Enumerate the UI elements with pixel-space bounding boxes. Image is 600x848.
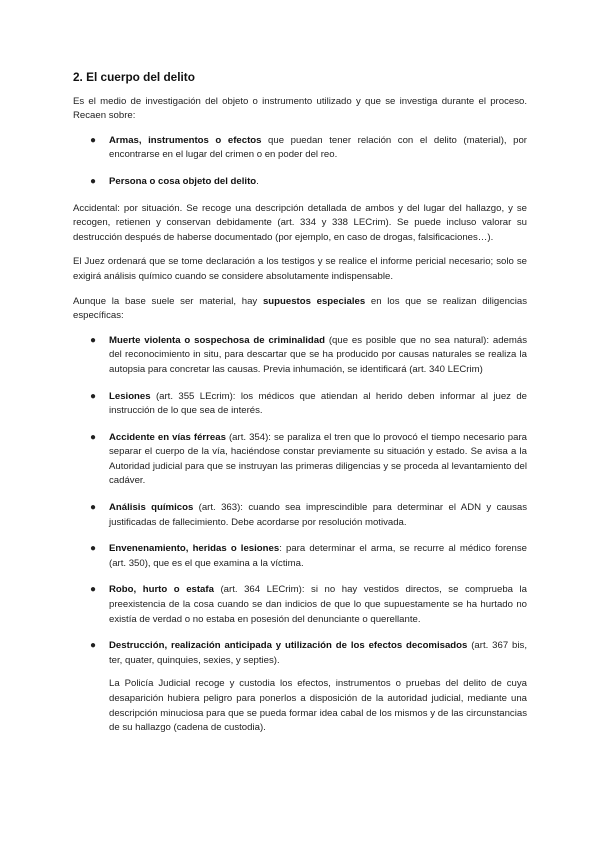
section-heading: 2. El cuerpo del delito [73, 70, 195, 84]
list-item: ● Destrucción, realización anticipada y utilización de los efectos decomisados (art. 367 bis, ter, quater, quinquies, sexies, y septies). La Policía Judicial recoge y custodia los efectos, instrumentos o pruebas del delito de cuya desaparición hubiera peligro para ponerlos a disposición de la autoridad judicial, mediante una descripción minuciosa para que se pueda formar idea cabal de los mismos y de las circunstancias de su hallazgo (cadena de custodia). [73, 639, 527, 736]
special-cases-list [73, 334, 527, 736]
list-item: ● Accidente en vías férreas (art. 354): se paraliza el tren que lo provocó el tiempo necesario para separar el cuerpo de la vía, haciéndose constar previamente su situación y estado. Se avisa a la Autoridad judicial para que se instruyan las primeras diligencias y se proceda al levantamiento del cadáver. [90, 431, 527, 487]
list-item: ● Envenenamiento, heridas o lesiones: para determinar el arma, se recurre al médico forense (art. 350), que es el que examina a la víctima. [90, 543, 527, 569]
list-item: ● Persona o cosa objeto del delito. [73, 175, 527, 190]
document-page [73, 70, 527, 748]
list-item: ● Muerte violenta o sospechosa de criminalidad (que es posible que no sea natural): además del reconocimiento in situ, para descartar que se ha producido por causas naturales se realiza la autopsia para concretar las causas. Previa inhumación, se identificará (art. 340 LECrim) [90, 334, 527, 375]
accidental-paragraph: Accidental: por situación. Se recoge una descripción detallada de ambos y del lugar del hallazgo, y se recogen, retienen y conservan debidamente (art. 334 y 338 LECrim). Se puede incluso valorar su destrucción después de haberse documentado (por ejemplo, en caso de drogas, falsificaciones…). [73, 202, 527, 243]
bullet-icon: ● [90, 431, 97, 443]
bullet-icon: ● [90, 390, 97, 402]
bullet-icon: ● [90, 543, 97, 555]
bullet-icon: ● [90, 175, 97, 187]
list-item: ● Armas, instrumentos o efectos que puedan tener relación con el delito (material), por encontrarse en el lugar del crimen o en poder del reo. [90, 134, 527, 161]
bullet-icon: ● [90, 584, 97, 596]
bullet-icon: ● [90, 134, 97, 146]
bullet-icon: ● [90, 640, 97, 652]
intro-paragraph: Es el medio de investigación del objeto o instrumento utilizado y que se investiga durante el proceso. Recaen sobre: [73, 95, 527, 122]
list-item: ● Robo, hurto o estafa (art. 364 LECrim): si no hay vestidos directos, se comprueba la preexistencia de la cosa cuando se dan indicios de que lo que supuestamente se ha hurtado no existía de verdad o no estaba en posesión del denunciante o querellante. [90, 584, 528, 625]
bullet-icon: ● [90, 502, 97, 514]
list-item: ● Análisis químicos (art. 363): cuando sea imprescindible para determinar el ADN y causas justificadas de fallecimiento. Debe acordarse por resolución motivada. [90, 502, 527, 528]
custody-paragraph: La Policía Judicial recoge y custodia los efectos, instrumentos o pruebas del delito de cuya desaparición hubiera peligro para ponerlos a disposición de la autoridad judicial, mediante una descripción minuciosa para que se pueda formar idea cabal de los mismos y de las circunstancias de su hallazgo (cadena de custodia). [109, 678, 527, 734]
bullet-icon: ● [90, 334, 97, 346]
objects-list [73, 134, 527, 190]
juez-paragraph: El Juez ordenará que se tome declaración a los testigos y se realice el informe pericial necesario; solo se exigirá análisis químico cuando se considere absolutamente indispensable. [73, 256, 527, 282]
list-item: ● Lesiones (art. 355 LEcrim): los médicos que atiendan al herido deben informar al juez de instrucción de lo que sea de interés. [90, 390, 527, 417]
special-cases-paragraph: Aunque la base suele ser material, hay supuestos especiales en los que se realizan diligencias específicas: [73, 295, 527, 322]
